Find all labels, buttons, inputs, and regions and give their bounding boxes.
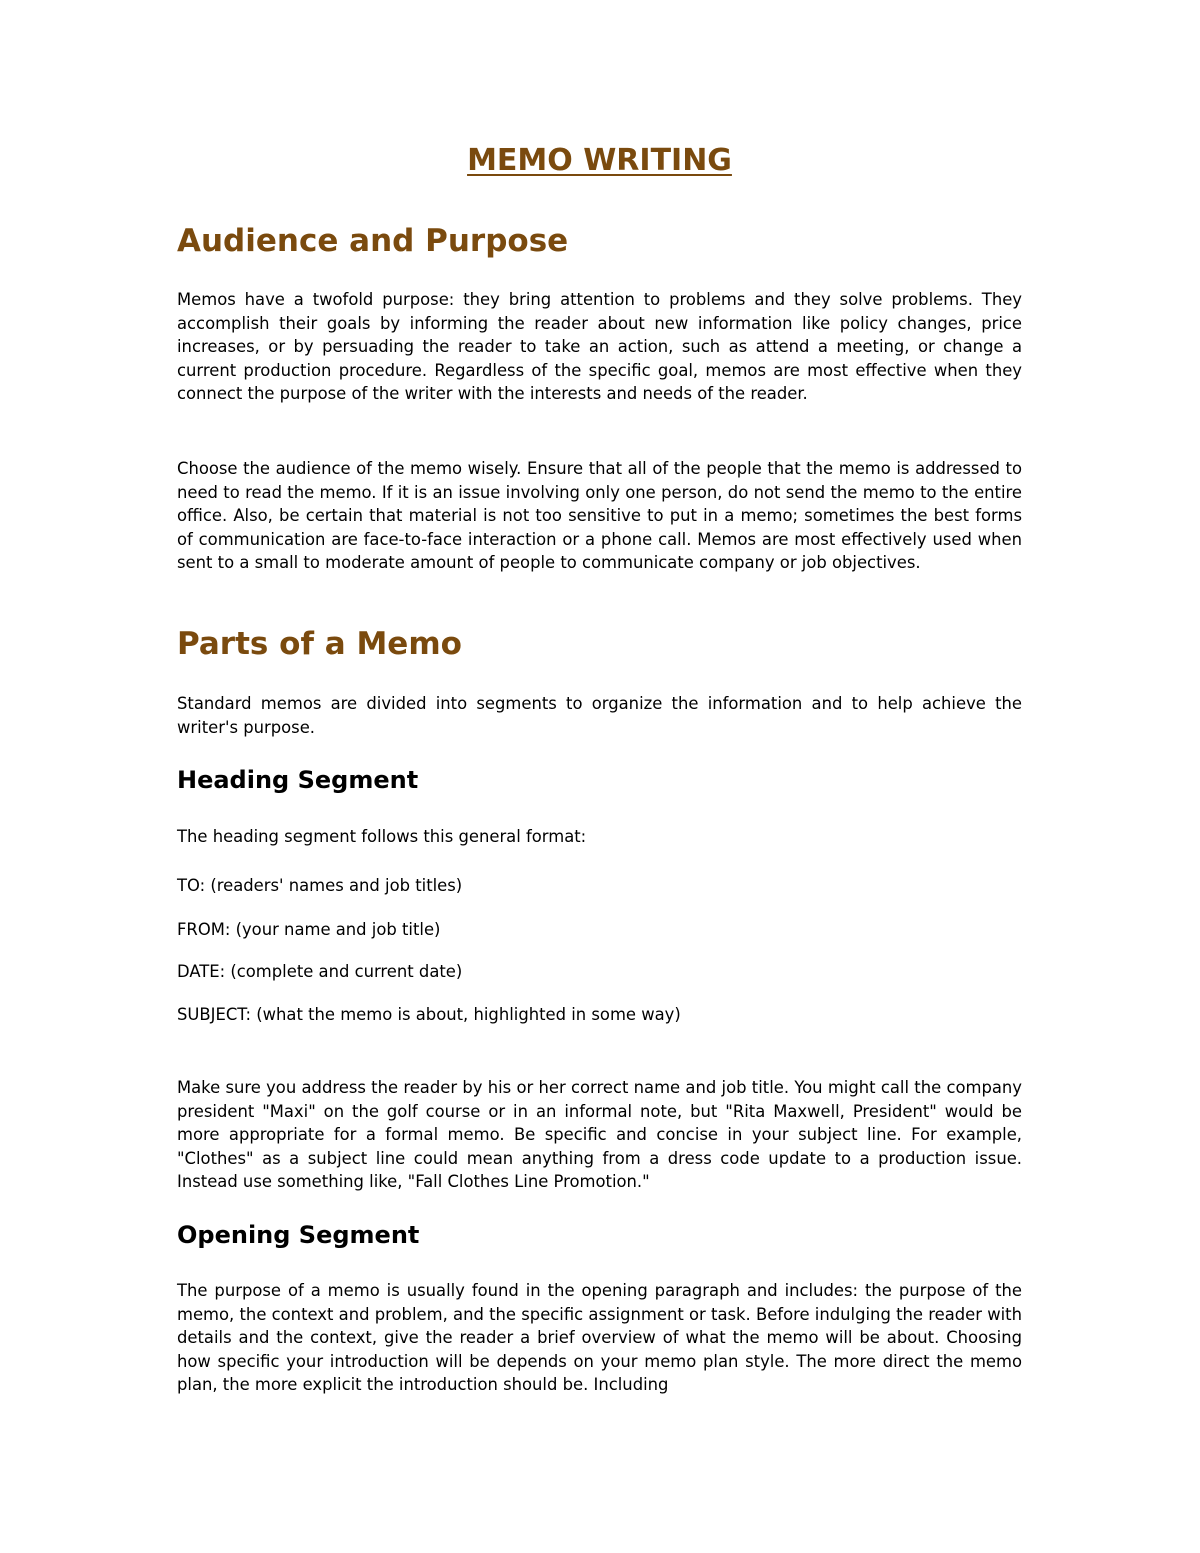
section-heading-audience-and-purpose: Audience and Purpose — [177, 223, 569, 259]
paragraph-choose-audience: Choose the audience of the memo wisely. Ensure that all of the people that the memo is addressed to need to read the memo. If it is an issue involving only one person, do not send the memo to the entire office. Also, be certain that material is not too sensitive to put in a memo; sometimes the best forms of communication are face-to-face interaction or a phone call. Memos are most effectively used when sent to a small to moderate amount of people to communicate company or job objectives. — [177, 459, 1022, 572]
format-line-subject: SUBJECT: (what the memo is about, highlighted in some way) — [177, 1005, 681, 1024]
document-title: MEMO WRITING — [467, 143, 732, 178]
section-heading-parts-of-a-memo: Parts of a Memo — [177, 626, 462, 662]
paragraph-address-reader: Make sure you address the reader by his or her correct name and job title. You might call the company president "Maxi" on the golf course or in an informal note, but "Rita Maxwell, President" would be more appropriate for a formal memo. Be specific and concise in your subject line. For example, "Clothes" as a subject line could mean anything from a dress code update to a production issue. Instead use something like, "Fall Clothes Line Promotion." — [177, 1078, 1022, 1191]
paragraph-opening-purpose: The purpose of a memo is usually found in the opening paragraph and includes: the purpose of the memo, the context and problem, and the specific assignment or task. Before indulging the reader with details and the context, give the reader a brief overview of what the memo will be about. Choosing how specific your introduction will be depends on your memo plan style. The more direct the memo plan, the more explicit the introduction should be. Including — [177, 1281, 1022, 1394]
heading-format-intro: The heading segment follows this general format: — [177, 827, 587, 846]
format-line-to: TO: (readers' names and job titles) — [177, 876, 463, 895]
subsection-heading-opening-segment: Opening Segment — [177, 1221, 420, 1249]
paragraph-memo-purpose: Memos have a twofold purpose: they bring attention to problems and they solve problems. They accomplish their goals by informing the reader about new information like policy changes, price increases, or by persuading the reader to take an action, such as attend a meeting, or change a current production procedure. Regardless of the specific goal, memos are most effective when they connect the purpose of the writer with the interests and needs of the reader. — [177, 290, 1022, 403]
paragraph-standard-memos: Standard memos are divided into segments to organize the information and to help achieve the writer's purpose. — [177, 694, 1022, 737]
subsection-heading-heading-segment: Heading Segment — [177, 766, 419, 794]
format-line-date: DATE: (complete and current date) — [177, 962, 463, 981]
format-line-from: FROM: (your name and job title) — [177, 920, 441, 939]
